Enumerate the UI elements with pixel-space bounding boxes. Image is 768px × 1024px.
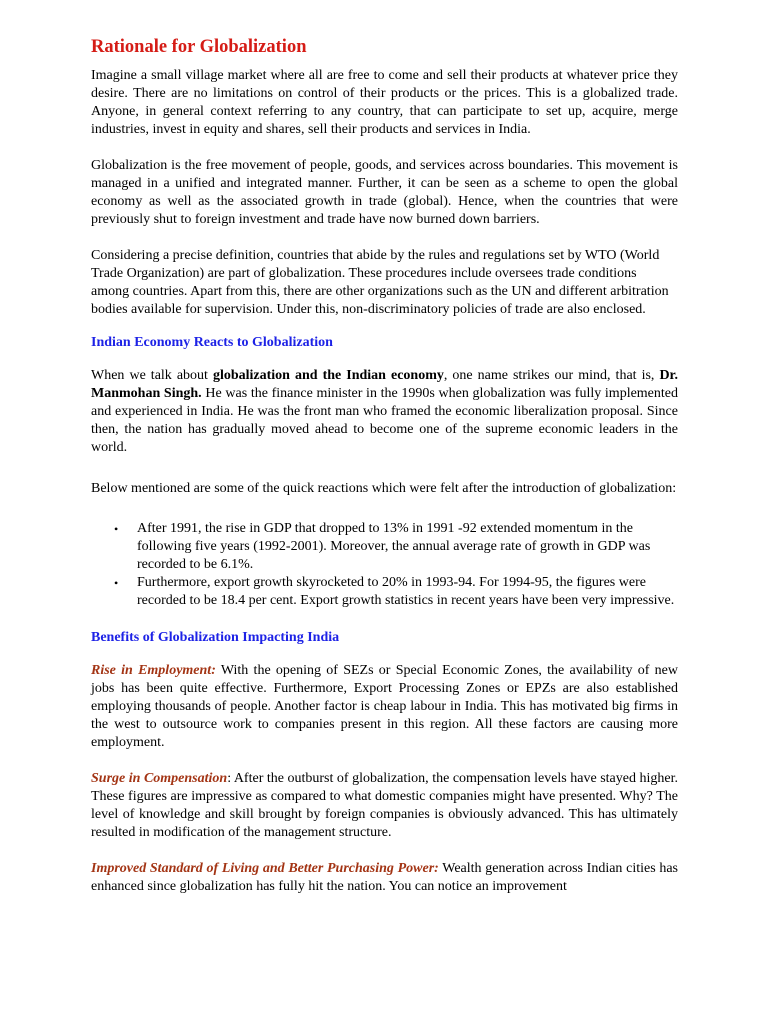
section-heading-indian-economy: Indian Economy Reacts to Globalization [91, 335, 333, 350]
list-item: • After 1991, the rise in GDP that dropped to 13% in 1991 -92 extended momentum in the following five years (1992-2001). Moreover, the annual average rate of growth in GDP was recorded to be 6.1%. [137, 520, 678, 574]
bold-phrase-manmohan-singh: Dr. Manmohan Singh. [91, 368, 678, 401]
section-heading-benefits: Benefits of Globalization Impacting India [91, 630, 340, 645]
page-title: Rationale for Globalization [91, 37, 307, 57]
list-item: • Furthermore, export growth skyrocketed to 20% in 1993-94. For 1994-95, the figures were recorded to be 18.4 per cent. Export growth statistics in recent years have been very impressive. [137, 574, 678, 610]
paragraph-text: , one name strikes our mind, that is, [443, 368, 660, 383]
reactions-intro-paragraph: Below mentioned are some of the quick reactions which were felt after the introduction of globalization: [91, 481, 677, 496]
intro-paragraph-1: Imagine a small village market where all are free to come and sell their products at whatever price they desire. There are no limitations on control of their products or the prices. This is a globalized trade. Anyone, in general context referring to any country, that can participate to set up, acquire, merge industries, invest in equity and shares, sell their products and services in India. [91, 68, 678, 137]
reactions-list [91, 520, 678, 610]
benefit-text: Wealth generation across Indian cities has enhanced since globalization has fully hit the nation. You can notice an improvement [91, 861, 678, 894]
benefit-employment [91, 662, 678, 752]
bold-phrase-globalization-economy: globalization and the Indian economy [212, 368, 444, 383]
intro-paragraph-2: Globalization is the free movement of people, goods, and services across boundaries. This movement is managed in a unified and integrated manner. Further, it can be seen as a scheme to open the global economy as well as the associated growth in trade (global). Hence, when the countries that were previously shut to foreign investment and trade have now burned down barriers. [91, 158, 678, 227]
paragraph-text: He was the finance minister in the 1990s when globalization was fully implemented and experienced in India. He was the front man who framed the economic liberalization proposal. Since then, the nation has gradually moved ahead to become one of the supreme economic leaders in the world. [91, 386, 679, 455]
benefit-lead-employment: Rise in Employment: [91, 663, 216, 678]
manmohan-paragraph [91, 367, 678, 457]
benefit-text: With the opening of SEZs or Special Economic Zones, the availability of new jobs has been quite effective. Furthermore, Export Processing Zones or EPZs are also established employing thousands of people. Another factor is cheap labour in India. This has motivated big firms in the west to outsource work to companies present in this region. All these factors are causing more employment. [91, 663, 678, 750]
benefit-lead-living-standard: Improved Standard of Living and Better Purchasing Power: [91, 861, 439, 876]
benefit-lead-compensation: Surge in Compensation [91, 771, 228, 786]
intro-paragraph-3: Considering a precise definition, countries that abide by the rules and regulations set by WTO (World Trade Organization) are part of globalization. These procedures include oversees trade conditions among countries. Apart from this, there are other organizations such as the UN and different arbitration bodies available for supervision. Under this, non-discriminatory policies of trade are also enclosed. [91, 248, 669, 317]
benefit-living-standard [91, 860, 678, 896]
paragraph-text: When we talk about [91, 368, 213, 383]
benefit-text: : After the outburst of globalization, the compensation levels have stayed higher. These figures are impressive as compared to what domestic companies might have presented. Why? The level of knowledge and skill brought by foreign companies is obviously advanced. This has ultimately resulted in modification of the management structure. [91, 771, 678, 840]
document-content [91, 36, 678, 896]
benefit-compensation [91, 770, 678, 842]
